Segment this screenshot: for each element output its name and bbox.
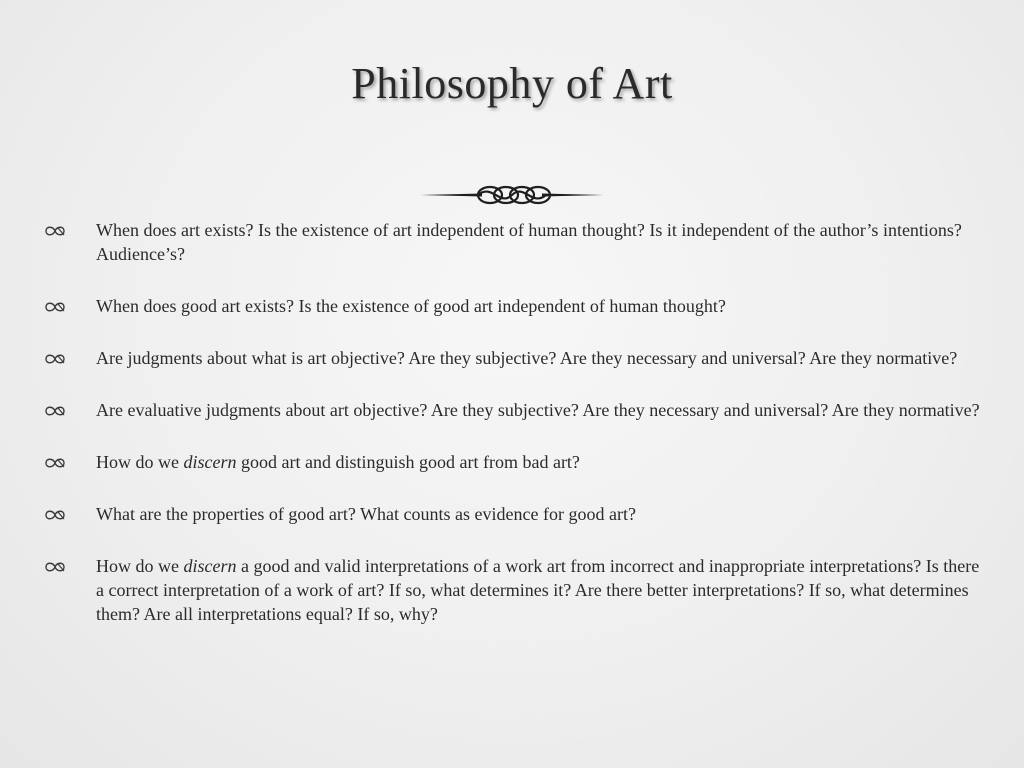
bullet-item — [44, 502, 984, 526]
infinity-loop-bullet-icon — [44, 300, 66, 314]
bullet-text: How do we — [96, 452, 184, 472]
infinity-loop-bullet-icon — [44, 352, 66, 366]
infinity-loop-bullet-icon — [44, 456, 66, 470]
bullet-text: Are judgments about what is art objective? Are they subjective? Are they necessary and universal? Are they normative? — [96, 348, 958, 368]
slide-title: Philosophy of Art — [351, 59, 673, 108]
bullet-text: Are evaluative judgments about art objective? Are they subjective? Are they necessary and universal? Are they normative? — [96, 400, 980, 420]
bullet-text: When does good art exists? Is the existence of good art independent of human thought? — [96, 296, 726, 316]
bullet-text: When does art exists? Is the existence of art independent of human thought? Is it independent of the author’s intentions? Audience’s? — [96, 220, 962, 264]
scroll-ornament-divider — [420, 180, 604, 210]
bullet-text: What are the properties of good art? What counts as evidence for good art? — [96, 504, 636, 524]
bullet-item — [44, 554, 984, 626]
bullet-text: a good and valid interpretations of a work art from incorrect and inappropriate interpretations? Is there a correct interpretation of a work of art? If so, what determines it? Are there better interpretations? If so, what determines them? Are all interpretations equal? If so, why? — [96, 556, 980, 624]
infinity-loop-bullet-icon — [44, 560, 66, 574]
bullet-item — [44, 218, 984, 266]
bullet-item — [44, 294, 984, 318]
bullet-list — [44, 218, 984, 626]
emphasis-text: discern — [183, 452, 237, 472]
infinity-loop-bullet-icon — [44, 508, 66, 522]
bullet-text: good art and distinguish good art from bad art? — [236, 452, 580, 472]
infinity-loop-bullet-icon — [44, 404, 66, 418]
bullet-item — [44, 450, 984, 474]
emphasis-text: discern — [183, 556, 237, 576]
bullet-text: How do we — [96, 556, 184, 576]
bullet-item — [44, 346, 984, 370]
bullet-item — [44, 398, 984, 422]
infinity-loop-bullet-icon — [44, 224, 66, 238]
